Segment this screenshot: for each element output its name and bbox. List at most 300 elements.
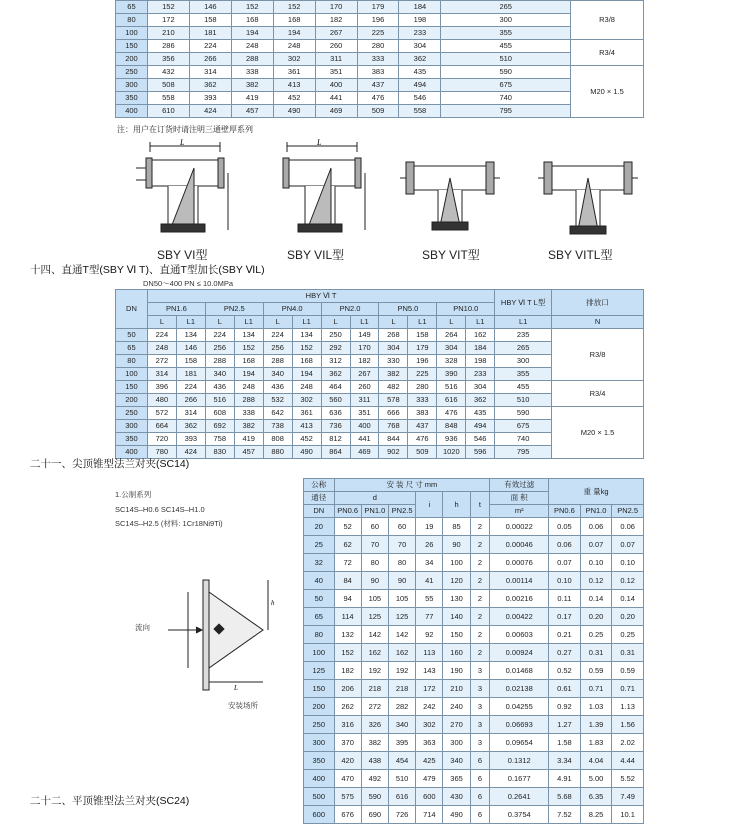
table-cell: 162 — [361, 644, 388, 662]
table-cell: 100 — [443, 554, 470, 572]
table-cell: 7.49 — [612, 788, 644, 806]
table-row — [116, 329, 644, 342]
table-cell: 210 — [147, 27, 189, 40]
table-cell: 19 — [416, 518, 443, 536]
header-dn: DN — [116, 290, 148, 329]
table-cell: 400 — [304, 770, 335, 788]
table-cell: 198 — [399, 14, 441, 27]
table-cell: 340 — [443, 752, 470, 770]
table-cell: 356 — [147, 53, 189, 66]
table-cell: 482 — [379, 381, 408, 394]
table-cell: 575 — [334, 788, 361, 806]
table-cell: 0.71 — [612, 680, 644, 698]
table-cell: 224 — [189, 40, 231, 53]
table-cell: 333 — [408, 394, 437, 407]
table-cell: 316 — [334, 716, 361, 734]
table-row — [304, 608, 644, 626]
table-cell: 642 — [263, 407, 292, 420]
table-cell: 400 — [315, 79, 357, 92]
header-drain: 排放口 — [552, 290, 644, 316]
table-cell: 114 — [334, 608, 361, 626]
table-cell: 382 — [231, 79, 273, 92]
table-cell: 400 — [350, 420, 379, 433]
table-cell: 1.56 — [612, 716, 644, 734]
table-cell: 168 — [231, 14, 273, 27]
table-cell: 292 — [321, 342, 350, 355]
table-row — [304, 698, 644, 716]
table-cell: 438 — [361, 752, 388, 770]
header-main: HBY Ⅵ T — [147, 290, 494, 303]
pn-header: PN10.0 — [437, 303, 495, 316]
header-l-type: HBY Ⅵ T L型 — [495, 290, 552, 316]
table-cell: 365 — [443, 770, 470, 788]
table-cell: 0.06693 — [490, 716, 549, 734]
table-cell: 6.35 — [580, 788, 612, 806]
table-cell: 436 — [263, 381, 292, 394]
table-cell: 300 — [116, 420, 148, 433]
pn-header: PN1.6 — [147, 303, 205, 316]
table-cell: 146 — [189, 1, 231, 14]
table-cell: 304 — [399, 40, 441, 53]
table-cell: 400 — [116, 446, 148, 459]
table-row — [116, 1, 644, 14]
table-cell: 10.1 — [612, 806, 644, 824]
table-cell: 0.10 — [580, 554, 612, 572]
table-cell: 452 — [292, 433, 321, 446]
table-row — [116, 14, 644, 27]
table-cell: 2 — [470, 572, 490, 590]
table-cell: 272 — [361, 698, 388, 716]
table-cell: 8.25 — [580, 806, 612, 824]
table-cell: 142 — [361, 626, 388, 644]
table-cell: 330 — [379, 355, 408, 368]
header-wpn-0: PN0.6 — [549, 505, 581, 518]
table-cell: 0.00022 — [490, 518, 549, 536]
table-cell: 235 — [495, 329, 552, 342]
table-cell: 469 — [350, 446, 379, 459]
table-cell: 105 — [361, 590, 388, 608]
sby-vi-drawing — [128, 138, 243, 246]
table-cell: 55 — [416, 590, 443, 608]
table-cell: 848 — [437, 420, 466, 433]
sub-header: L — [321, 316, 350, 329]
table-cell: 92 — [416, 626, 443, 644]
table-row — [116, 92, 644, 105]
table-cell: 267 — [315, 27, 357, 40]
table-cell: 558 — [147, 92, 189, 105]
table-row — [116, 66, 644, 79]
table-cell: 455 — [441, 40, 571, 53]
figure-label-sby-vi: SBY VI型 — [157, 248, 208, 262]
header-n: N — [552, 316, 644, 329]
table-cell: 510 — [441, 53, 571, 66]
table-cell: 40 — [304, 572, 335, 590]
sby-vitl-drawing — [538, 148, 638, 246]
table-cell: 382 — [379, 368, 408, 381]
table-cell: 288 — [205, 355, 234, 368]
header-area-top: 有效过滤 — [490, 479, 549, 492]
header-l1: L1 — [495, 316, 552, 329]
table-cell: 314 — [189, 66, 231, 79]
table-cell: 0.06 — [549, 536, 581, 554]
header-weight: 重 量kg — [549, 479, 644, 505]
table-cell: 2 — [470, 554, 490, 572]
table-cell: 455 — [495, 381, 552, 394]
table-cell: 340 — [205, 368, 234, 381]
header-t: t — [470, 492, 490, 518]
table-cell: 0.92 — [549, 698, 581, 716]
table-cell: 370 — [334, 734, 361, 752]
table-cell: 441 — [350, 433, 379, 446]
table-cell: 1.27 — [549, 716, 581, 734]
header-dn-top: 公称 — [304, 479, 335, 492]
table-cell: 3 — [470, 680, 490, 698]
header-install: 安 装 尺 寸 mm — [334, 479, 490, 492]
header-area-unit: m² — [490, 505, 549, 518]
table-cell: 184 — [399, 1, 441, 14]
table-cell: 5.68 — [549, 788, 581, 806]
header-h: h — [443, 492, 470, 518]
table-cell: 300 — [441, 14, 571, 27]
table-cell: 844 — [379, 433, 408, 446]
table-cell: 0.01468 — [490, 662, 549, 680]
table-cell: 464 — [321, 381, 350, 394]
table-cell: 60 — [361, 518, 388, 536]
sub-header: L1 — [234, 316, 263, 329]
table-cell: 152 — [231, 1, 273, 14]
table-cell: 200 — [116, 394, 148, 407]
table-cell: 413 — [292, 420, 321, 433]
table-row — [304, 662, 644, 680]
table-cell: 218 — [388, 680, 415, 698]
table-cell: 194 — [292, 368, 321, 381]
table-cell: 7.52 — [549, 806, 581, 824]
table-row — [116, 381, 644, 394]
pn-header: PN2.0 — [321, 303, 379, 316]
table-cell: 516 — [205, 394, 234, 407]
table-cell: 62 — [334, 536, 361, 554]
install-label: 安装场所 — [228, 701, 258, 710]
table-cell: 0.00114 — [490, 572, 549, 590]
table-cell: 3.34 — [549, 752, 581, 770]
table-cell: 90 — [361, 572, 388, 590]
table-cell: 20 — [304, 518, 335, 536]
table-cell: 113 — [416, 644, 443, 662]
sub-header: L — [379, 316, 408, 329]
table-row — [304, 680, 644, 698]
table-cell: 192 — [388, 662, 415, 680]
figure-label-sby-vitl: SBY VITL型 — [548, 248, 613, 262]
table-cell: 355 — [441, 27, 571, 40]
table-cell: 508 — [147, 79, 189, 92]
table-cell: 0.61 — [549, 680, 581, 698]
table-cell: 546 — [399, 92, 441, 105]
table-cell: 1.83 — [580, 734, 612, 752]
table-cell: 0.06 — [612, 518, 644, 536]
table-cell: 314 — [176, 407, 205, 420]
table-cell: 362 — [321, 368, 350, 381]
table-cell: 270 — [443, 716, 470, 734]
table-cell: 812 — [321, 433, 350, 446]
table-cell: 492 — [361, 770, 388, 788]
table-cell: 0.00216 — [490, 590, 549, 608]
table-cell: 880 — [263, 446, 292, 459]
table-cell: 457 — [234, 446, 263, 459]
table-cell: 382 — [234, 420, 263, 433]
table-cell: 393 — [176, 433, 205, 446]
table-cell: 266 — [189, 53, 231, 66]
figure-label-sby-vit: SBY VIT型 — [422, 248, 480, 262]
table-cell: 300 — [116, 79, 148, 92]
table-cell: 420 — [334, 752, 361, 770]
table-cell: 0.00603 — [490, 626, 549, 644]
table-cell: 590 — [361, 788, 388, 806]
table-cell: 479 — [416, 770, 443, 788]
table-row — [116, 53, 644, 66]
section14-table — [115, 289, 644, 459]
table-cell: 300 — [495, 355, 552, 368]
header-i: i — [416, 492, 443, 518]
table-row — [304, 770, 644, 788]
table-cell: 340 — [388, 716, 415, 734]
sub-header: L1 — [176, 316, 205, 329]
table-cell: 152 — [273, 1, 315, 14]
table-cell: 265 — [495, 342, 552, 355]
table-cell: 152 — [334, 644, 361, 662]
table-cell: 85 — [443, 518, 470, 536]
table-cell: 225 — [408, 368, 437, 381]
table-cell: 224 — [147, 329, 176, 342]
table-cell: 143 — [416, 662, 443, 680]
table-cell: 5.52 — [612, 770, 644, 788]
table-cell: 192 — [361, 662, 388, 680]
table-cell: 470 — [334, 770, 361, 788]
table-cell: 795 — [441, 105, 571, 118]
table-cell: 572 — [147, 407, 176, 420]
table-row — [304, 644, 644, 662]
table-cell: 80 — [304, 626, 335, 644]
table-cell: 424 — [176, 446, 205, 459]
table-cell: 509 — [357, 105, 399, 118]
table-cell: 340 — [263, 368, 292, 381]
table-cell: 350 — [304, 752, 335, 770]
sby-vit-drawing — [400, 148, 500, 246]
table-row — [304, 572, 644, 590]
pn-header: PN2.5 — [205, 303, 263, 316]
series-line-2: SC14S–H2.5 (材料: 1Cr18Ni9Ti) — [115, 519, 223, 528]
table-cell: 288 — [231, 53, 273, 66]
table-cell: 0.59 — [612, 662, 644, 680]
table-cell: 262 — [334, 698, 361, 716]
table-cell: 314 — [147, 368, 176, 381]
table-cell: 435 — [466, 407, 495, 420]
drain-cell: M20 × 1.5 — [552, 407, 644, 459]
table-cell: 676 — [334, 806, 361, 824]
table-cell: 196 — [408, 355, 437, 368]
table-cell: 224 — [205, 329, 234, 342]
table-cell: 268 — [379, 329, 408, 342]
sby-vil-drawing — [265, 138, 380, 246]
table-cell: 250 — [116, 407, 148, 420]
table-cell: 437 — [408, 420, 437, 433]
drain-cell: R3/4 — [571, 40, 644, 66]
table-cell: 490 — [273, 105, 315, 118]
table-cell: 200 — [304, 698, 335, 716]
table-cell: 560 — [321, 394, 350, 407]
table-cell: 400 — [116, 105, 148, 118]
table-cell: 34 — [416, 554, 443, 572]
table-cell: 430 — [443, 788, 470, 806]
table-cell: 190 — [443, 662, 470, 680]
table-cell: 338 — [234, 407, 263, 420]
sub-header: L — [263, 316, 292, 329]
table-cell: 2 — [470, 518, 490, 536]
table-cell: 181 — [189, 27, 231, 40]
table-cell: 250 — [304, 716, 335, 734]
table-cell: 0.25 — [580, 626, 612, 644]
table-cell: 50 — [304, 590, 335, 608]
table-cell: 2 — [470, 536, 490, 554]
table-cell: 424 — [189, 105, 231, 118]
drain-cell: R3/4 — [552, 381, 644, 407]
table-cell: 158 — [176, 355, 205, 368]
table-cell: 302 — [273, 53, 315, 66]
header-wpn-1: PN1.0 — [580, 505, 612, 518]
sub-header: L1 — [292, 316, 321, 329]
table-cell: 490 — [443, 806, 470, 824]
table-cell: 476 — [357, 92, 399, 105]
series-title: 1.公制系列 — [115, 490, 152, 499]
table-cell: 3 — [470, 716, 490, 734]
table-cell: 170 — [350, 342, 379, 355]
table-cell: 65 — [116, 342, 148, 355]
table-cell: 224 — [263, 329, 292, 342]
table-cell: 302 — [292, 394, 321, 407]
table-cell: 6 — [470, 752, 490, 770]
table-cell: 120 — [443, 572, 470, 590]
table-cell: 6 — [470, 770, 490, 788]
header-pn-2: PN2.5 — [388, 505, 415, 518]
table-cell: 90 — [388, 572, 415, 590]
table-cell: 510 — [388, 770, 415, 788]
table-cell: 312 — [321, 355, 350, 368]
sub-header: L1 — [466, 316, 495, 329]
table-cell: 80 — [388, 554, 415, 572]
table-cell: 194 — [231, 27, 273, 40]
table-cell: 256 — [263, 342, 292, 355]
svg-text:h: h — [271, 599, 275, 607]
table-cell: 436 — [205, 381, 234, 394]
table-cell: 0.06 — [580, 518, 612, 536]
table-cell: 150 — [443, 626, 470, 644]
table-cell: 0.02138 — [490, 680, 549, 698]
table-cell: 130 — [443, 590, 470, 608]
table-cell: 266 — [176, 394, 205, 407]
table-cell: 125 — [388, 608, 415, 626]
table-cell: 362 — [399, 53, 441, 66]
table-cell: 2.02 — [612, 734, 644, 752]
table-cell: 150 — [116, 40, 148, 53]
table-cell: 350 — [116, 92, 148, 105]
table-cell: 134 — [176, 329, 205, 342]
table-row — [304, 752, 644, 770]
table-cell: 490 — [292, 446, 321, 459]
table-cell: 0.07 — [612, 536, 644, 554]
table-cell: 52 — [334, 518, 361, 536]
table-cell: 194 — [234, 368, 263, 381]
table-cell: 194 — [273, 27, 315, 40]
sub-header: L — [437, 316, 466, 329]
table-cell: 494 — [466, 420, 495, 433]
header-wpn-2: PN2.5 — [612, 505, 644, 518]
table-row — [304, 590, 644, 608]
table-cell: 590 — [495, 407, 552, 420]
table-cell: 168 — [292, 355, 321, 368]
table-cell: 250 — [116, 66, 148, 79]
table-cell: 0.31 — [612, 644, 644, 662]
header-d: d — [334, 492, 416, 505]
table-cell: 1.58 — [549, 734, 581, 752]
table-cell: 162 — [466, 329, 495, 342]
table-cell: 457 — [231, 105, 273, 118]
table-cell: 351 — [315, 66, 357, 79]
table-cell: 0.09654 — [490, 734, 549, 752]
table-cell: 286 — [147, 40, 189, 53]
table-cell: 179 — [408, 342, 437, 355]
table-cell: 288 — [234, 394, 263, 407]
top-dimension-table — [115, 0, 644, 118]
table-cell: 936 — [437, 433, 466, 446]
table-cell: 333 — [357, 53, 399, 66]
table-cell: 233 — [466, 368, 495, 381]
table-cell: 1.13 — [612, 698, 644, 716]
table-cell: 125 — [361, 608, 388, 626]
table-cell: 419 — [234, 433, 263, 446]
header-dn-mid: 通径 — [304, 492, 335, 505]
table-cell: 41 — [416, 572, 443, 590]
table-cell: 780 — [147, 446, 176, 459]
table-cell: 0.14 — [580, 590, 612, 608]
table-cell: 84 — [334, 572, 361, 590]
table-cell: 338 — [231, 66, 273, 79]
table-row — [304, 788, 644, 806]
table-cell: 200 — [116, 53, 148, 66]
table-cell: 100 — [116, 27, 148, 40]
table-cell: 0.11 — [549, 590, 581, 608]
table-cell: 2 — [470, 644, 490, 662]
table-cell: 476 — [437, 407, 466, 420]
table-cell: 25 — [304, 536, 335, 554]
table-cell: 304 — [437, 342, 466, 355]
table-row — [116, 407, 644, 420]
table-cell: 240 — [443, 698, 470, 716]
table-cell: 0.17 — [549, 608, 581, 626]
pn-header: PN5.0 — [379, 303, 437, 316]
table-cell: 158 — [408, 329, 437, 342]
table-cell: 395 — [388, 734, 415, 752]
table-cell: 864 — [321, 446, 350, 459]
table-cell: 4.91 — [549, 770, 581, 788]
table-cell: 0.2641 — [490, 788, 549, 806]
table-cell: 142 — [388, 626, 415, 644]
table-cell: 558 — [399, 105, 441, 118]
table-cell: 80 — [116, 355, 148, 368]
section14-subtitle: DN50～400 PN ≤ 10.0MPa — [143, 279, 233, 288]
table-cell: 435 — [399, 66, 441, 79]
table-cell: 248 — [273, 40, 315, 53]
table-cell: 256 — [205, 342, 234, 355]
cone-strainer-drawing — [128, 570, 288, 720]
